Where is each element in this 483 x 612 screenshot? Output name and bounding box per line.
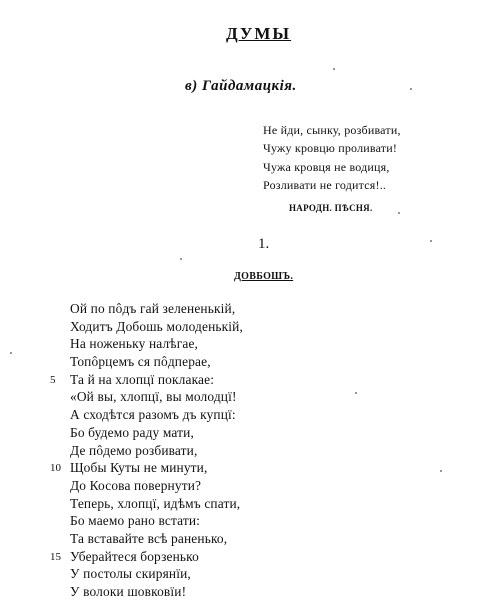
page-title: ДУМЫ [226, 24, 292, 43]
verse-text: У постолы скирянїи, [70, 566, 191, 582]
scan-speck [398, 212, 400, 214]
verse-text: Де пôдемо розбивати, [70, 442, 198, 458]
epigraph-line: Чужа кровця не водиця, [263, 159, 390, 174]
scan-speck [10, 352, 12, 354]
line-number: 5 [50, 373, 56, 386]
verse-text: На ноженьку налѣгае, [70, 336, 199, 352]
epigraph-line: Розливати не годится!.. [263, 177, 387, 192]
scan-speck [333, 68, 335, 70]
song-title: ДОВБОШЪ. [234, 271, 294, 282]
epigraph-line: Не йди, сынку, розбивати, [263, 123, 401, 137]
verse-text: Ой по пôдъ гай зелененькій, [70, 301, 236, 316]
verse-text: Та й на хлопцї поклакае: [70, 371, 215, 387]
scan-speck [355, 392, 357, 394]
verse-text: Бо будемо раду мати, [70, 424, 194, 440]
section-heading: в) Гайдамацкія. [185, 78, 297, 94]
verse-text: У волоки шовковїи! [70, 584, 187, 599]
verse-text: Бо маемо рано встати: [70, 513, 201, 529]
verse-text: «Ой вы, хлопцї, вы молодцї! [70, 389, 237, 405]
line-number: 15 [50, 550, 61, 563]
scan-speck [180, 258, 182, 260]
epigraph [263, 121, 401, 194]
scan-speck [440, 470, 442, 472]
verse-text: Теперь, хлопцї, идѣмъ спати, [70, 495, 241, 511]
verse-text: Топôрцемъ ся пôдперае, [70, 354, 211, 370]
epigraph-line: Чужу кровцю проливати! [263, 141, 398, 156]
verse-text: Ходитъ Добошь молоденькій, [70, 318, 243, 334]
verse-text: До Косова повернути? [70, 477, 202, 493]
scan-speck [410, 88, 412, 90]
song-number: 1. [258, 236, 270, 252]
scan-speck [430, 240, 432, 242]
epigraph-attribution: НАРОДН. ПѢСНЯ. [289, 203, 373, 213]
line-number: 10 [50, 462, 61, 475]
verse-text: Уберайтеся борзенько [70, 548, 199, 564]
verse-text: Та вставайте всѣ раненько, [70, 530, 228, 546]
verse-text: А сходѣтся разомъ дъ купцї: [70, 407, 236, 423]
verse-text: Щобы Куты не минути, [70, 460, 208, 476]
